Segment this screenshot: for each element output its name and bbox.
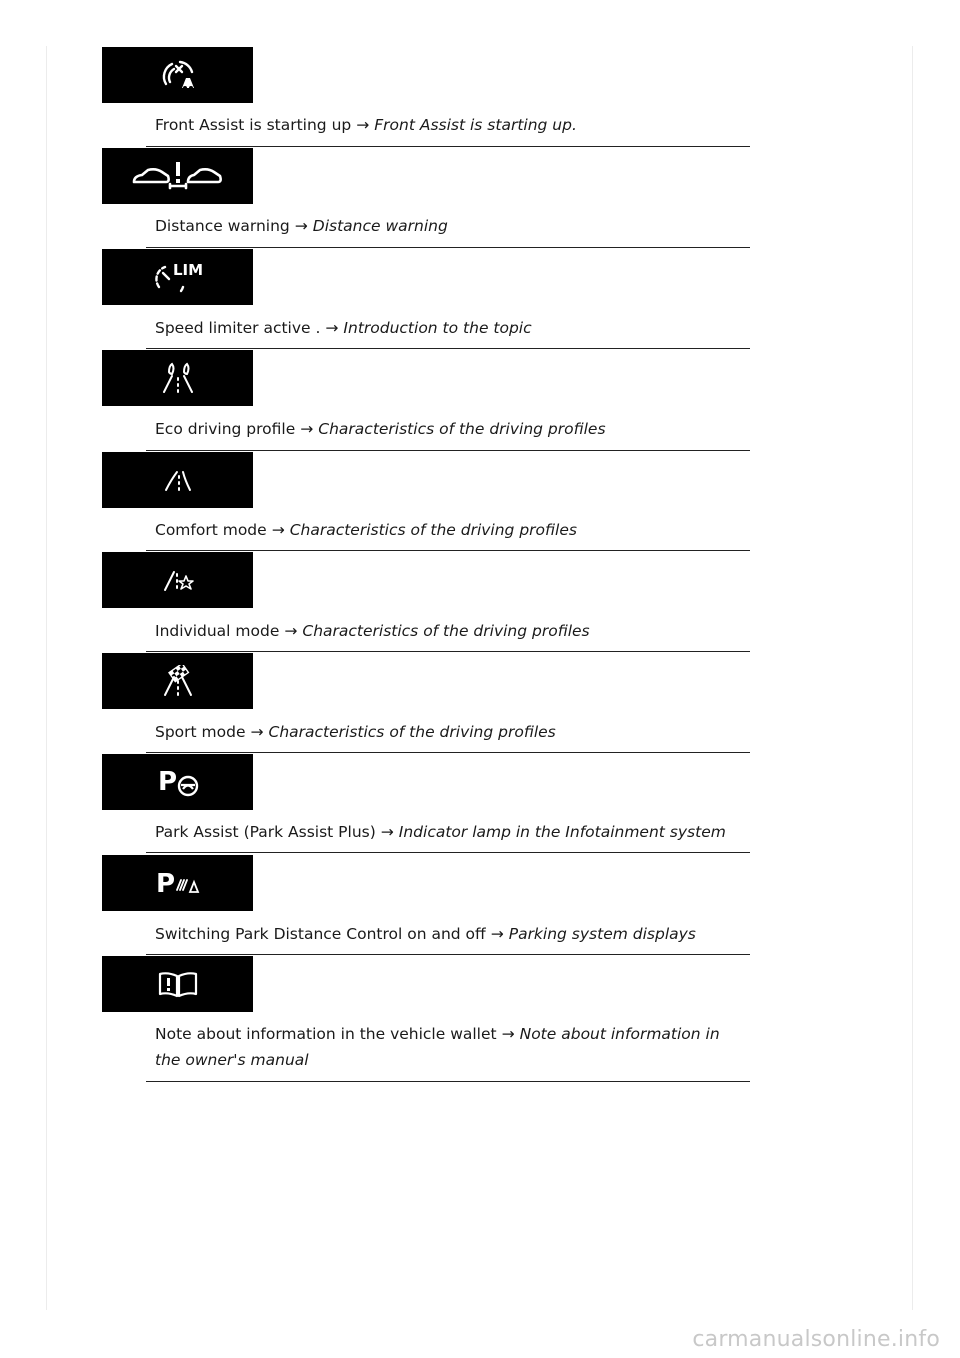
indicator-icon-box <box>102 855 253 911</box>
arrow-right-icon: → <box>250 723 264 741</box>
arrow-right-icon: → <box>501 1025 515 1043</box>
arrow-right-icon: → <box>300 420 314 438</box>
indicator-icon-box <box>102 452 253 508</box>
indicator-caption <box>155 719 747 745</box>
cross-reference-link[interactable]: Characteristics of the driving profiles <box>268 723 556 741</box>
indicator-icon-box <box>102 754 253 810</box>
cross-reference-link[interactable]: Characteristics of the driving profiles <box>318 420 606 438</box>
indicator-icon-box <box>102 552 253 608</box>
svg-text:P: P <box>157 767 177 797</box>
front-assist-icon <box>158 58 198 92</box>
svg-text:P: P <box>155 869 175 898</box>
arrow-right-icon: → <box>380 823 394 841</box>
cross-reference-link[interactable]: Characteristics of the driving profiles <box>302 622 590 640</box>
comfort-mode-icon <box>163 466 193 494</box>
arrow-right-icon: → <box>284 622 298 640</box>
indicator-icon-box <box>102 249 253 305</box>
sport-mode-icon <box>162 665 194 697</box>
eco-profile-icon <box>160 362 196 394</box>
arrow-right-icon: → <box>325 319 339 337</box>
indicator-icon-box <box>102 47 253 103</box>
indicator-label: Note about information in the vehicle wallet <box>155 1025 497 1043</box>
entry-divider <box>146 348 750 349</box>
cross-reference-link[interactable]: Distance warning <box>312 217 448 235</box>
cross-reference-link[interactable]: Introduction to the topic <box>343 319 532 337</box>
indicator-icon-box <box>102 350 253 406</box>
entry-divider <box>146 651 750 652</box>
indicator-label: Comfort mode <box>155 521 267 539</box>
entry-divider <box>146 247 750 248</box>
indicator-label: Eco driving profile <box>155 420 296 438</box>
indicator-icon-box <box>102 653 253 709</box>
indicator-label: Park Assist (Park Assist Plus) <box>155 823 376 841</box>
cross-reference-link[interactable]: Parking system displays <box>508 925 696 943</box>
indicator-caption <box>155 921 747 947</box>
indicator-caption <box>155 112 747 138</box>
right-margin-line <box>912 46 913 1310</box>
entry-divider <box>146 550 750 551</box>
indicator-label: Individual mode <box>155 622 280 640</box>
indicator-caption <box>155 819 747 845</box>
cross-reference-link[interactable]: Indicator lamp in the Infotainment system <box>398 823 726 841</box>
individual-mode-icon <box>162 566 194 594</box>
entry-divider <box>146 146 750 147</box>
indicator-caption <box>155 517 747 543</box>
indicator-label: Sport mode <box>155 723 246 741</box>
indicator-icon-box <box>102 956 253 1012</box>
cross-reference-link[interactable]: Note about information in the owner's manual <box>155 1025 720 1069</box>
entry-divider <box>146 1081 750 1082</box>
entry-divider <box>146 752 750 753</box>
indicator-label: Front Assist is starting up <box>155 116 352 134</box>
indicator-caption <box>155 618 747 644</box>
indicator-label: Distance warning <box>155 217 290 235</box>
left-margin-line <box>46 46 47 1310</box>
indicator-label: Speed limiter active . <box>155 319 321 337</box>
indicator-caption <box>155 1021 747 1073</box>
svg-text:LIM: LIM <box>172 261 203 279</box>
park-distance-control-icon <box>155 868 201 898</box>
arrow-right-icon: → <box>294 217 308 235</box>
park-assist-icon <box>156 766 200 798</box>
arrow-right-icon: → <box>490 925 504 943</box>
watermark: carmanualsonline.info <box>692 1327 940 1352</box>
arrow-right-icon: → <box>271 521 285 539</box>
indicator-caption <box>155 213 747 239</box>
cross-reference-link[interactable]: Characteristics of the driving profiles <box>289 521 577 539</box>
indicator-label: Switching Park Distance Control on and off <box>155 925 486 943</box>
entry-divider <box>146 852 750 853</box>
manual-note-icon <box>157 970 199 998</box>
entry-divider <box>146 954 750 955</box>
distance-warning-icon <box>132 160 224 192</box>
speed-limiter-icon <box>153 259 203 295</box>
arrow-right-icon: → <box>356 116 370 134</box>
indicator-caption <box>155 416 747 442</box>
cross-reference-link[interactable]: Front Assist is starting up. <box>374 116 577 134</box>
indicator-caption <box>155 315 747 341</box>
indicator-icon-box <box>102 148 253 204</box>
entry-divider <box>146 450 750 451</box>
